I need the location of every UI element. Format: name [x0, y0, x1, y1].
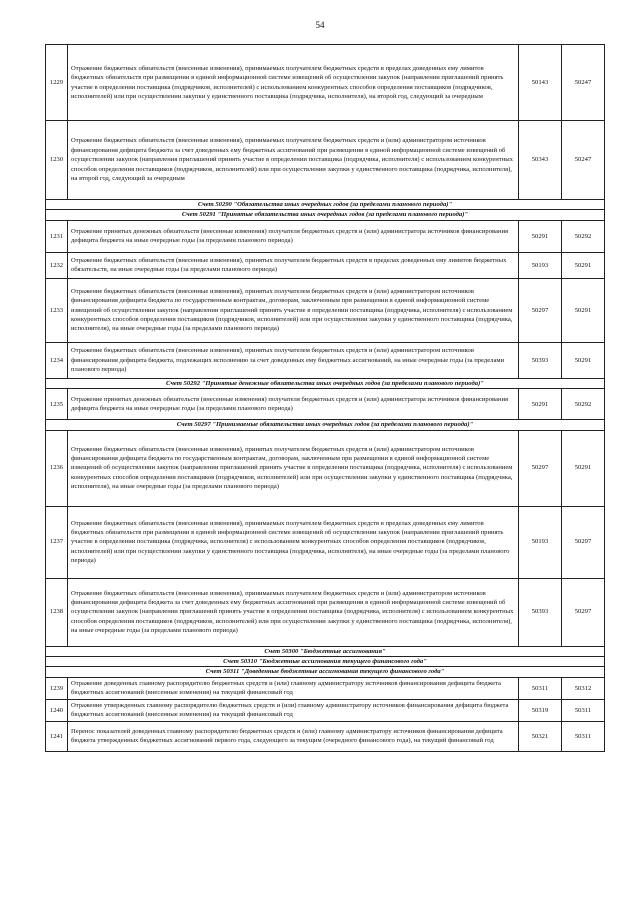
entry-number: 1239: [46, 677, 68, 699]
entry-number: 1236: [46, 430, 68, 506]
account-header-row: [46, 200, 605, 210]
credit-account: 50291: [562, 278, 605, 342]
entry-number: 1237: [46, 506, 68, 578]
entry-description: Отражение утвержденных главному распорядителю бюджетных средств и (или) главному администратору источников финансирования дефицита бюджета бюджетных ассигнований (внесенные изменения) на текущий финансовый год: [68, 699, 519, 721]
ledger-table: [45, 44, 605, 752]
debit-account: 50319: [519, 699, 562, 721]
entry-description: Отражение бюджетных обязательств (внесенные изменения), принимаемых получателем бюджетных средств в пределах доведенных ему лимитов бюджетных обязательств при размещении в единой информационной системе извещений об осуществлении закупок (направлении приглашений принять участие в определении поставщика (подрядчиков, исполнителей) с использованием конкурентных способов определения поставщиков (подрядчиков, исполнителей) или при осуществлении закупки у единственного поставщика (подрядчика, исполнителя), на второй год, следующий за очередным: [68, 45, 519, 121]
credit-account: 50291: [562, 252, 605, 278]
table-row: [46, 506, 605, 578]
table-row: [46, 220, 605, 252]
table-row: [46, 430, 605, 506]
page-number: 54: [315, 20, 325, 30]
entry-number: 1234: [46, 342, 68, 378]
entry-number: 1233: [46, 278, 68, 342]
account-header: Счет 50290 "Обязательства иных очередных годов (за пределами планового периода)": [46, 200, 605, 210]
account-header: Счет 50311 "Доведенные бюджетные ассигнования текущего финансового года": [46, 667, 605, 677]
entry-description: Отражение принятых денежных обязательств (внесенные изменения) получателя бюджетных средств и (или) администратора источников финансирования дефицита бюджета на иные очередные годы (за пределами планового периода): [68, 389, 519, 420]
entry-number: 1231: [46, 220, 68, 252]
credit-account: 50247: [562, 121, 605, 200]
entry-description: Отражение бюджетных обязательств (внесенные изменения), принимаемых получателем бюджетных средств и (или) администратором источников финансирования дефицита бюджета за счет доведенных ему бюджетных ассигнований при размещении в единой информационной системе извещений об осуществлении закупок (направлении приглашений принять участие в определении поставщика (подрядчика, исполнителя) с использованием конкурентных способов определения поставщиков (подрядчиков, исполнителей) или при осуществлении закупки у единственного поставщика (подрядчика, исполнителя), на иные очередные годы (за пределами планового периода): [68, 578, 519, 646]
entry-number: 1238: [46, 578, 68, 646]
entry-description: Отражение бюджетных обязательств (внесенные изменения), принимаемых получателем бюджетных средств и (или) администратором источников финансирования дефицита бюджета за счет доведенных ему бюджетных ассигнований при размещении в единой информационной системе извещений об осуществлении закупок (направления приглашений принять участие в определении поставщика (подрядчика, исполнителя) с использованием конкурентных способов определения поставщиков (подрядчиков, исполнителей) или при осуществлении закупки у единственного поставщика (подрядчика, исполнителя), на второй год, следующий за очередным: [68, 121, 519, 200]
account-header: Счет 50300 "Бюджетные ассигнования": [46, 646, 605, 656]
account-header-row: [46, 210, 605, 220]
debit-account: 50291: [519, 220, 562, 252]
entry-number: 1229: [46, 45, 68, 121]
account-header: Счет 50297 "Принимаемые обязательства иных очередных годов (за пределами планового периода)": [46, 420, 605, 430]
account-header: Счет 50310 "Бюджетные ассигнования текущего финансового года": [46, 657, 605, 667]
account-header-row: [46, 420, 605, 430]
debit-account: 50143: [519, 45, 562, 121]
account-header-row: [46, 667, 605, 677]
table-row: [46, 252, 605, 278]
debit-account: 50193: [519, 252, 562, 278]
credit-account: 50312: [562, 677, 605, 699]
entry-description: Перенос показателей доведенных главному распорядителю бюджетных средств и (или) главному администратору источников финансирования дефицита бюджета утвержденных бюджетных ассигнований первого года, следующего за текущим (очередного финансового года), на текущий финансовый год: [68, 721, 519, 751]
table-row: [46, 389, 605, 420]
account-header-row: [46, 378, 605, 388]
debit-account: 50291: [519, 389, 562, 420]
entry-number: 1230: [46, 121, 68, 200]
credit-account: 50292: [562, 220, 605, 252]
credit-account: 50297: [562, 506, 605, 578]
credit-account: 50311: [562, 721, 605, 751]
debit-account: 50343: [519, 121, 562, 200]
table-row: [46, 578, 605, 646]
credit-account: 50291: [562, 342, 605, 378]
table-row: [46, 278, 605, 342]
debit-account: 50193: [519, 506, 562, 578]
debit-account: 50311: [519, 677, 562, 699]
table-row: [46, 677, 605, 699]
entry-number: 1232: [46, 252, 68, 278]
credit-account: 50291: [562, 430, 605, 506]
entry-description: Отражение бюджетных обязательств (внесенные изменения), принятых получателем бюджетных средств в пределах доведенных ему лимитов бюджетных обязательств, на иные очередные годы (за пределами планового периода): [68, 252, 519, 278]
entry-description: Отражение бюджетных обязательств (внесенные изменения), принятых получателем бюджетных средств и (или) администратором источников финансирования дефицита бюджета по государственным контрактам, договорам, заключенным при размещении в единой информационной системе извещений об осуществлении закупок (направлении приглашений принять участие в определении поставщика (подрядчика, исполнителя) с использованием конкурентных способов определения поставщиков (подрядчиков, исполнителей) или при осуществлении закупки у единственного поставщика (подрядчика, исполнителя), на иные очередные годы (за пределами планового периода): [68, 278, 519, 342]
debit-account: 50393: [519, 342, 562, 378]
account-header-row: [46, 646, 605, 656]
table-row: [46, 721, 605, 751]
debit-account: 50297: [519, 430, 562, 506]
table-row: [46, 121, 605, 200]
debit-account: 50393: [519, 578, 562, 646]
table-row: [46, 699, 605, 721]
debit-account: 50321: [519, 721, 562, 751]
entry-number: 1240: [46, 699, 68, 721]
entry-number: 1235: [46, 389, 68, 420]
entry-description: Отражение доведенных главному распорядителю бюджетных средств и (или) главному администратору источников финансирования дефицита бюджета бюджетных ассигнований (внесенные изменения) на текущий финансовый год: [68, 677, 519, 699]
debit-account: 50297: [519, 278, 562, 342]
entry-description: Отражение бюджетных обязательств (внесенные изменения), принимаемых получателем бюджетных средств в пределах доведенных ему лимитов бюджетных обязательств при размещении в единой информационной системе извещений об осуществлении закупок (направлении приглашений принять участие в определении поставщика (подрядчика, исполнителя) с использованием конкурентных способов определения поставщиков (подрядчиков, исполнителей) или при осуществлении закупки у единственного поставщика (подрядчика, исполнителя), на иные очередные годы (за пределами планового периода): [68, 506, 519, 578]
credit-account: 50292: [562, 389, 605, 420]
entry-description: Отражение принятых денежных обязательств (внесенные изменения) получателя бюджетных средств и (или) администратора источников финансирования дефицита бюджета на иные очередные годы (за пределами планового периода): [68, 220, 519, 252]
entry-number: 1241: [46, 721, 68, 751]
entry-description: Отражение бюджетных обязательств (внесенные изменения), принятых получателем бюджетных средств и (или) администратором источников финансирования дефицита бюджета, подлежащих исполнению за счет доведенных ему бюджетных ассигнований, на иные очередные годы (за пределами планового периода): [68, 342, 519, 378]
credit-account: 50311: [562, 699, 605, 721]
account-header: Счет 50292 "Принятые денежные обязательства иных очередных годов (за пределами планового периода)": [46, 378, 605, 388]
account-header-row: [46, 657, 605, 667]
entry-description: Отражение бюджетных обязательств (внесенные изменения), принятых получателем бюджетных средств и (или) администратором источников финансирования дефицита бюджета по государственным контрактам, договорам, заключенным при размещении в единой информационной системе извещений об осуществлении закупок (направлении приглашений принять участие в определении поставщика (подрядчика, исполнителя) с использованием конкурентных способов определения поставщиков (подрядчиков, исполнителей) или при осуществлении закупки у единственного поставщика (подрядчика, исполнителя), на иные очередные годы (за пределами планового периода): [68, 430, 519, 506]
table-row: [46, 342, 605, 378]
credit-account: 50247: [562, 45, 605, 121]
credit-account: 50297: [562, 578, 605, 646]
table-row: [46, 45, 605, 121]
account-header: Счет 50291 "Принятые обязательства иных очередных годов (за пределами планового периода)": [46, 210, 605, 220]
